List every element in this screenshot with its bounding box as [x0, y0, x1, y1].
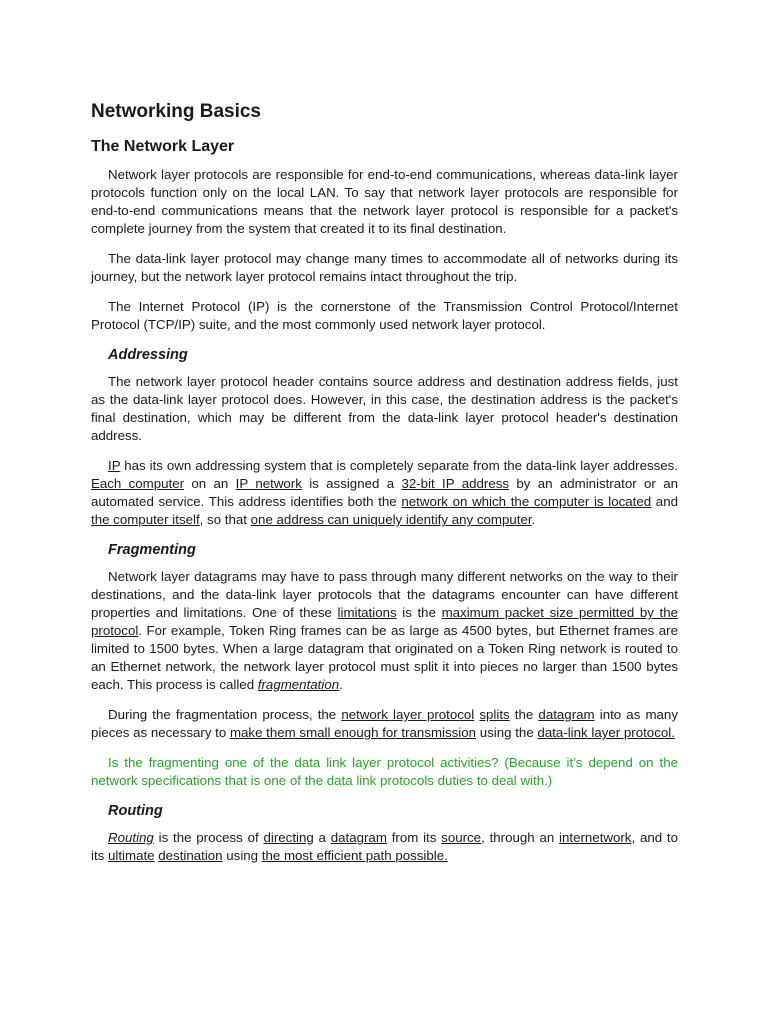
underlined-term: data-link layer protocol.: [537, 725, 675, 741]
fragmenting-paragraph-2: [91, 706, 678, 742]
underlined-term: 32-bit IP address: [401, 476, 510, 492]
paragraph-text: .: [339, 677, 343, 693]
paragraph-text: by an administrator or an automated service. This address identifies both the: [91, 476, 678, 510]
underlined-term: directing: [263, 830, 314, 846]
underlined-term: destination: [158, 848, 223, 864]
document-page: [91, 100, 678, 877]
paragraph-text: , so that: [199, 512, 251, 528]
paragraph-text: .: [531, 512, 536, 528]
paragraph-text: into as many pieces as necessary to: [91, 707, 678, 741]
document-title: Networking Basics: [91, 101, 261, 122]
underlined-term: maximum packet size permitted by the protocol: [91, 605, 679, 639]
paragraph-text: is assigned a: [301, 476, 402, 492]
underlined-term: one address can uniquely identify any computer: [250, 512, 532, 528]
routing-paragraph-1: [91, 829, 678, 865]
underlined-term: splits: [479, 707, 510, 723]
underlined-term: Routing: [108, 830, 154, 846]
underlined-term: IP: [108, 458, 121, 474]
paragraph-text: and: [651, 494, 678, 510]
underlined-term: the computer itself: [91, 512, 200, 528]
intro-paragraph-3: The Internet Protocol (IP) is the cornerstone of the Transmission Control Protocol/Internet Protocol (TCP/IP) suite, and the most commonly used network layer protocol.: [91, 299, 678, 333]
fragmenting-question-note: Is the fragmenting one of the data link layer protocol activities? (Because it’s depend on the network specifications that is one of the data link protocols duties to deal with.): [91, 755, 678, 789]
paragraph-text: Network layer datagrams may have to pass through many different networks on the way to their destinations, and the data-link layer protocols that the datagrams encounter can have different properties and limitations. One of these: [91, 569, 678, 621]
paragraph-text: the: [509, 707, 539, 723]
paragraph-text: on an: [184, 476, 236, 492]
underlined-term: the most efficient path possible.: [261, 848, 448, 864]
paragraph-text: During the fragmentation process, the: [108, 707, 342, 723]
underlined-term: limitations: [337, 605, 397, 621]
underlined-term: make them small enough for transmission: [229, 725, 477, 741]
addressing-paragraph-1: The network layer protocol header contains source address and destination address fields, just as the data-link layer protocol does. However, in this case, the destination address is the packet's final destination, which may be different from the data-link layer protocol header's destination address.: [91, 374, 678, 444]
addressing-heading: Addressing: [108, 347, 188, 364]
section-title: The Network Layer: [91, 137, 235, 155]
intro-paragraph-2: The data-link layer protocol may change many times to accommodate all of networks during its journey, but the network layer protocol remains intact throughout the trip.: [91, 251, 678, 285]
paragraph-text: using: [222, 848, 262, 864]
intro-paragraph-1: Network layer protocols are responsible for end-to-end communications, whereas data-link layer protocols function only on the local LAN. To say that network layer protocols are responsible for end-to-end communications means that the network layer protocol is responsible for a packet's complete journey from the system that created it to its final destination.: [91, 167, 678, 237]
underlined-term: ultimate: [108, 848, 155, 864]
underlined-term: IP network: [235, 476, 302, 492]
paragraph-text: using the: [476, 725, 538, 741]
fragmenting-heading: Fragmenting: [108, 542, 196, 559]
addressing-paragraph-2: [91, 457, 678, 529]
paragraph-text: has its own addressing system that is completely separate from the data-link layer addresses.: [120, 458, 678, 474]
underlined-term: fragmentation: [257, 677, 340, 693]
fragmenting-paragraph-1: [91, 568, 678, 694]
paragraph-text: a: [313, 830, 331, 846]
underlined-term: network layer protocol: [341, 707, 475, 723]
underlined-term: datagram: [538, 707, 595, 723]
routing-heading: Routing: [108, 803, 163, 820]
paragraph-text: is the: [396, 605, 442, 621]
paragraph-text: . For example, Token Ring frames can be as large as 4500 bytes, but Ethernet frames are limited to 1500 bytes. When a large datagram that originated on a Token Ring network is routed to an Ethernet network, the network layer protocol must split it into pieces no larger than 1500 bytes each. This process is called: [91, 623, 678, 693]
underlined-term: Each computer: [91, 476, 185, 492]
underlined-term: network on which the computer is located: [401, 494, 652, 510]
paragraph-text: from its: [386, 830, 442, 846]
paragraph-text: , through an: [481, 830, 560, 846]
paragraph-text: , and to its: [91, 830, 679, 864]
paragraph-text: is the process of: [153, 830, 264, 846]
underlined-term: datagram: [330, 830, 387, 846]
underlined-term: source: [441, 830, 482, 846]
underlined-term: internetwork: [559, 830, 632, 846]
